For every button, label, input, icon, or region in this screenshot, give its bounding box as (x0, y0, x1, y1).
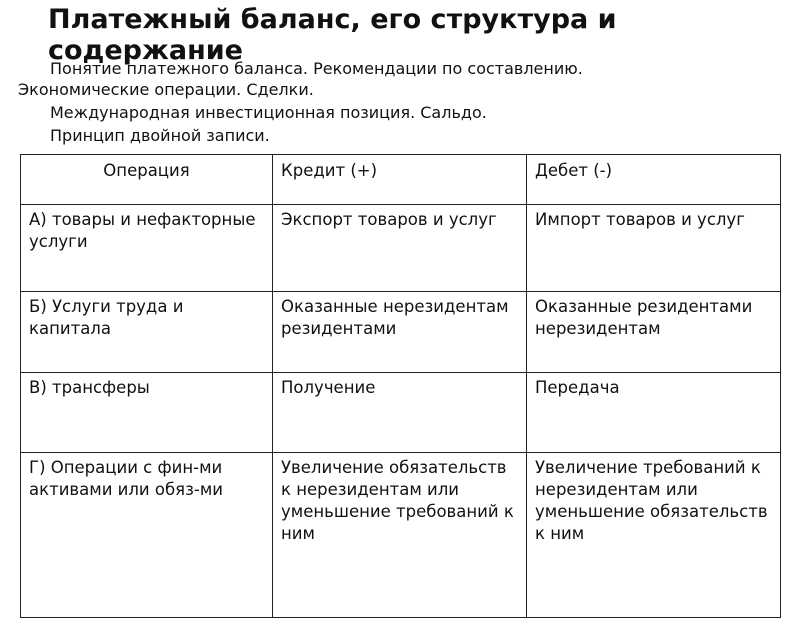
cell-operation: Б) Услуги труда и капитала (21, 292, 273, 373)
header-debit: Дебет (-) (527, 155, 781, 205)
table-row (21, 292, 781, 373)
cell-credit: Получение (273, 373, 527, 453)
subtitle-line-3: Международная инвестиционная позиция. Сальдо. (50, 103, 487, 122)
cell-credit: Экспорт товаров и услуг (273, 205, 527, 292)
cell-credit: Оказанные нерезидентам резидентами (273, 292, 527, 373)
header-operation: Операция (21, 155, 273, 205)
cell-debit: Импорт товаров и услуг (527, 205, 781, 292)
header-credit: Кредит (+) (273, 155, 527, 205)
cell-operation: В) трансферы (21, 373, 273, 453)
subtitle-line-1: Понятие платежного баланса. Рекомендации по составлению. (50, 59, 583, 78)
cell-operation: А) товары и нефакторные услуги (21, 205, 273, 292)
cell-operation: Г) Операции с фин-ми активами или обяз-ми (21, 453, 273, 618)
table-row (21, 373, 781, 453)
table-header-row (21, 155, 781, 205)
subtitle-line-2: Экономические операции. Сделки. (18, 80, 314, 99)
cell-credit: Увеличение обязательств к нерезидентам или уменьшение требований к ним (273, 453, 527, 618)
balance-table (20, 154, 781, 618)
cell-debit: Увеличение требований к нерезидентам или уменьшение обязательств к ним (527, 453, 781, 618)
page-title: Платежный баланс, его структура и содержание (48, 4, 617, 66)
table-row (21, 205, 781, 292)
cell-debit: Передача (527, 373, 781, 453)
cell-debit: Оказанные резидентами нерезидентам (527, 292, 781, 373)
table-row (21, 453, 781, 618)
subtitle-line-4: Принцип двойной записи. (50, 126, 270, 145)
